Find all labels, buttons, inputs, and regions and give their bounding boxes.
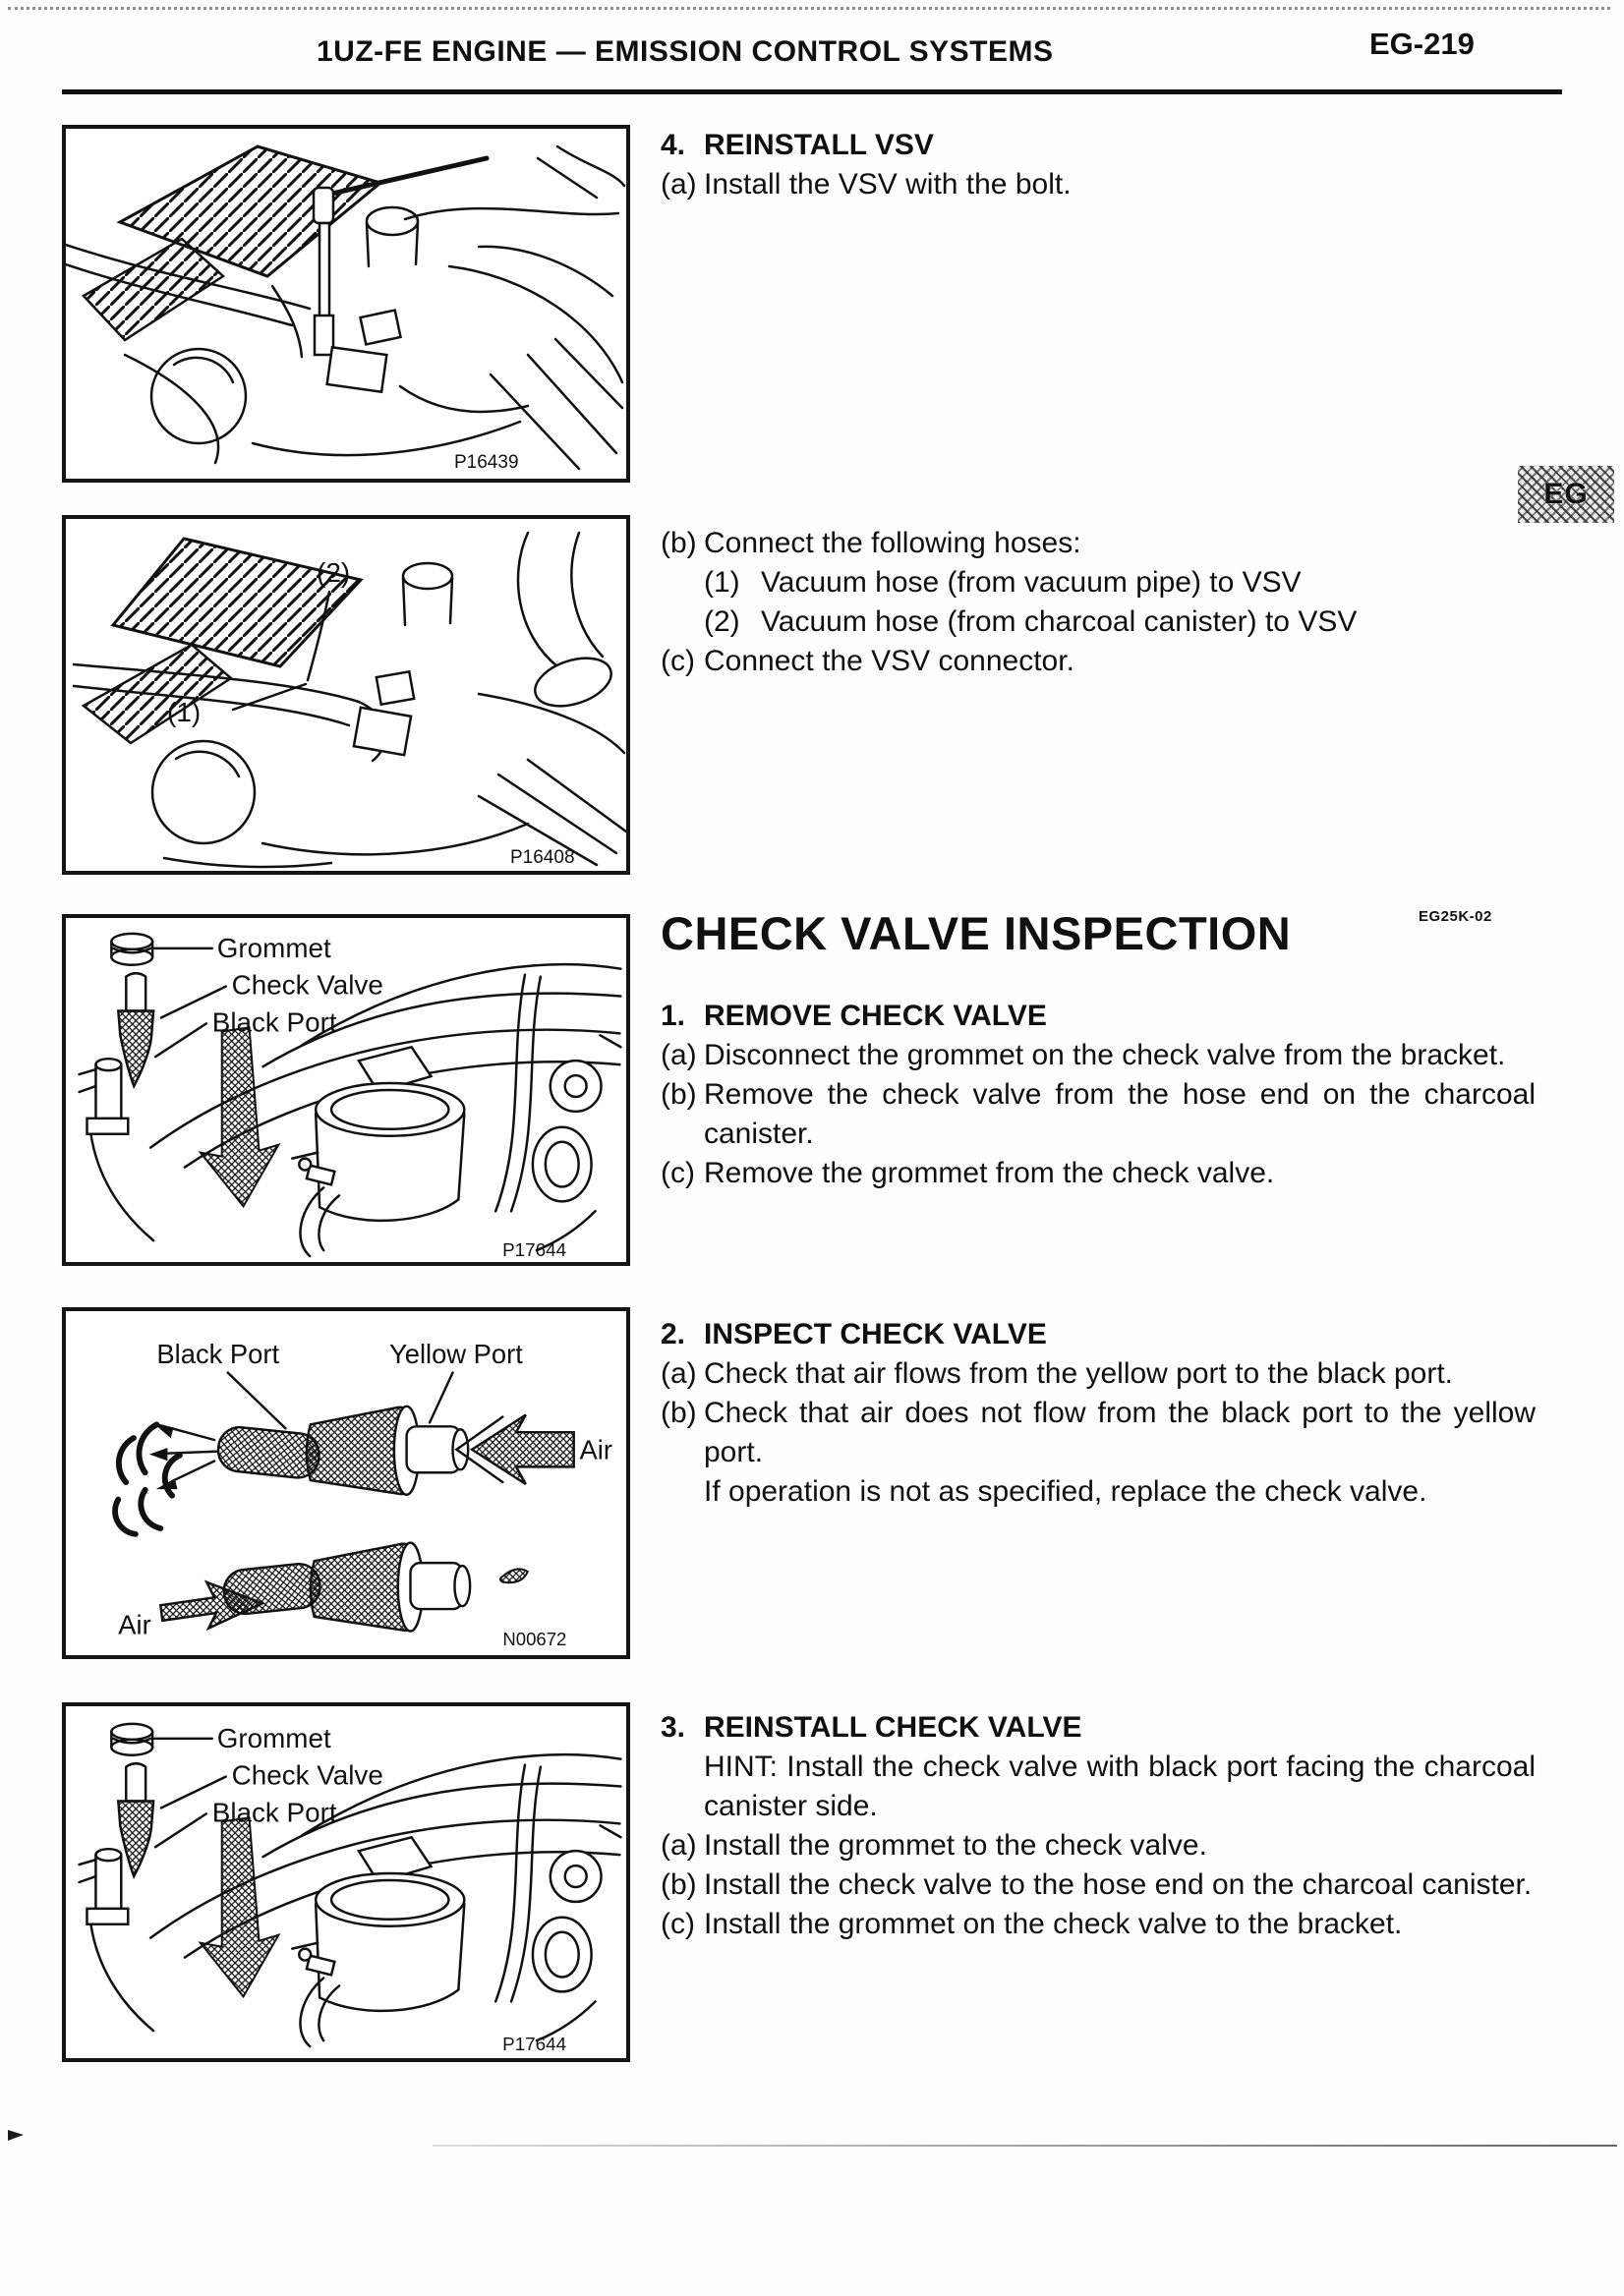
item-label: (a) [661,1357,697,1390]
subitem-label: (2) [704,605,740,638]
section-reinstall-vsv-continued [661,524,1536,681]
figure-code: N00672 [502,1629,567,1650]
figure-code: P16408 [510,847,575,868]
figure-check-valve-inspect [62,1307,630,1659]
item-text: Install the grommet on the check valve to the bracket. [704,1908,1403,1940]
step-number: 2. [661,1318,686,1350]
check-valve-label: Check Valve [231,1759,383,1791]
item-label: (b) [661,1397,697,1429]
step-reinstall-check-valve [661,1708,1536,1944]
black-port-label: Black Port [156,1338,280,1369]
section-reinstall-vsv [661,126,1536,204]
subitem-label: (1) [704,566,740,599]
figure-code: P17644 [502,1240,567,1262]
item-text: Remove the grommet from the check valve. [704,1157,1275,1189]
step-number: 1. [661,1000,686,1032]
callout-1-label: (1) [167,697,202,727]
item-text: Remove the check valve from the hose end on the charcoal canister. [704,1078,1536,1150]
step-title: REMOVE CHECK VALVE [704,1000,1047,1032]
item-label: (b) [661,1868,697,1901]
item-label: (a) [661,1039,697,1071]
section-heading: CHECK VALVE INSPECTION [661,907,1292,959]
header-divider [62,89,1562,94]
section-tab-label: EG [1543,478,1589,510]
figure-code: P17644 [502,2035,567,2056]
item-label: (c) [661,1908,695,1940]
item-label: (c) [661,645,695,677]
page-header-title: 1UZ-FE ENGINE — EMISSION CONTROL SYSTEMS [317,35,1054,68]
step-inspect-check-valve [661,1315,1536,1512]
manual-ref-code: EG25K-02 [1419,908,1492,925]
step-number: 4. [661,129,686,161]
step-title: REINSTALL VSV [704,129,934,161]
engine-bay-line-art [66,146,624,469]
item-label: (c) [661,1157,695,1189]
figure-check-valve-remove-art [66,918,626,1262]
item-text: Disconnect the grommet on the check valve from the bracket. [704,1039,1506,1071]
section-tab-eg [1518,466,1614,523]
black-port-label: Black Port [211,1797,337,1828]
figure-check-valve-reinstall-art [66,1706,626,2058]
item-note: If operation is not as specified, replace the check valve. [704,1475,1427,1508]
item-text: Install the VSV with the bolt. [704,168,1072,201]
item-label: (a) [661,1829,697,1862]
step-title: INSPECT CHECK VALVE [704,1318,1047,1350]
item-text: Check that air does not flow from the black port to the yellow port. [704,1397,1536,1468]
yellow-port-label: Yellow Port [388,1338,523,1369]
subitem-text: Vacuum hose (from vacuum pipe) to VSV [761,566,1302,599]
figure-vsv-install-art [66,129,626,479]
callout-2-label: (2) [317,557,351,588]
scan-artifact-mark [8,2130,24,2141]
item-label: (a) [661,168,697,201]
item-label: (b) [661,1078,697,1111]
scan-artifact-line [433,2145,1617,2147]
scan-artifact-top-dots [8,7,1610,10]
item-label: (b) [661,527,697,559]
figure-vsv-install [62,125,630,483]
step-title: REINSTALL CHECK VALVE [704,1711,1082,1744]
figure-check-valve-reinstall [62,1702,630,2062]
figure-check-valve-remove [62,914,630,1266]
figure-code: P16439 [454,452,519,473]
item-text: Connect the VSV connector. [704,645,1074,677]
air-blocked-label: Air [118,1609,151,1640]
step-number: 3. [661,1711,686,1744]
item-text: Connect the following hoses: [704,527,1081,559]
step-hint: HINT: Install the check valve with black port facing the charcoal canister side. [704,1751,1536,1822]
step-remove-check-valve [661,997,1536,1193]
figure-check-valve-inspect-art [66,1311,626,1655]
air-in-label: Air [579,1434,613,1465]
page-number: EG-219 [1369,27,1475,61]
subitem-text: Vacuum hose (from charcoal canister) to VSV [761,605,1358,638]
grommet-label: Grommet [216,1722,331,1753]
black-port-label: Black Port [211,1006,337,1038]
check-valve-label: Check Valve [231,969,383,1001]
figure-vsv-hoses-art [66,519,626,871]
item-text: Install the grommet to the check valve. [704,1829,1207,1862]
item-text: Install the check valve to the hose end on the charcoal canister. [704,1868,1533,1901]
figure-vsv-hoses [62,515,630,875]
grommet-label: Grommet [216,932,331,963]
check-valve-line-art [115,1373,574,1632]
item-text: Check that air flows from the yellow port to the black port. [704,1357,1453,1390]
